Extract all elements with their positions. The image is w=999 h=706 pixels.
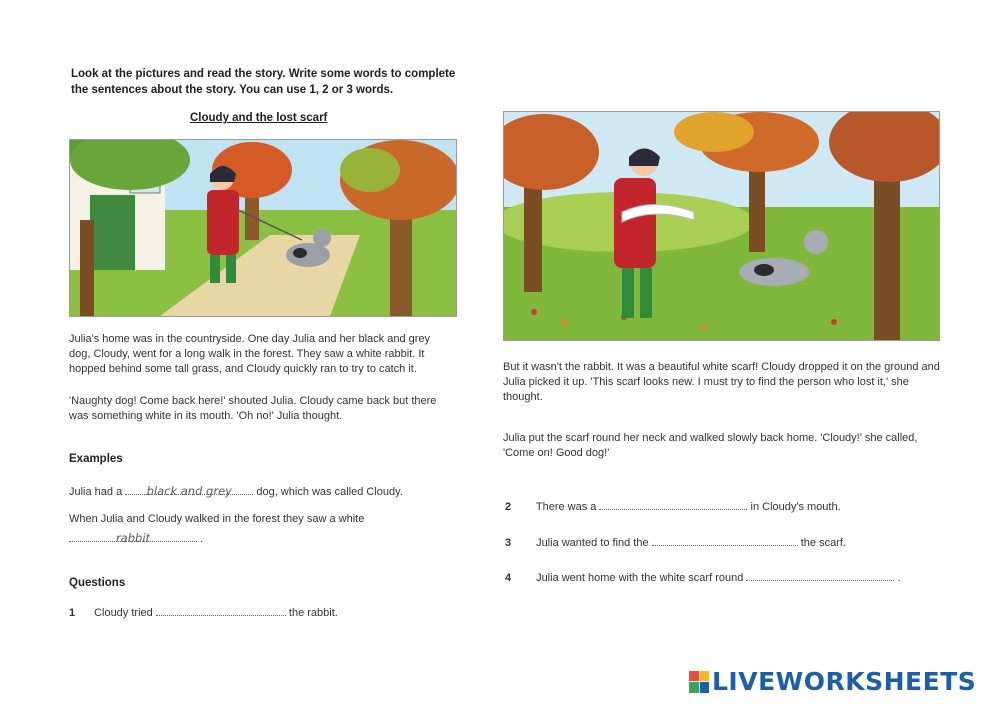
question-3-before: Julia wanted to find the bbox=[536, 537, 649, 549]
story-paragraph-3: But it wasn't the rabbit. It was a beautiful white scarf! Cloudy dropped it on the ground and Julia picked it up. 'This scarf looks new. I must try to find the person who lost it,' she thought. bbox=[503, 361, 940, 403]
example-1 bbox=[69, 484, 403, 498]
question-2-number: 2 bbox=[505, 501, 512, 513]
walk-scene-image bbox=[70, 140, 456, 316]
question-4-after: . bbox=[897, 572, 901, 584]
example-2-text: When Julia and Cloudy walked in the forest they saw a white bbox=[69, 513, 365, 525]
liveworksheets-logo-icon bbox=[689, 671, 709, 693]
scarf-scene-image bbox=[504, 112, 939, 340]
question-1 bbox=[69, 605, 338, 619]
story-paragraph-1: Julia's home was in the countryside. One day Julia and her black and grey dog, Cloudy, went for a long walk in the forest. They saw a white rabbit. It hopped behind some tall grass, and Cloudy quickly ran to try to catch it. bbox=[69, 333, 431, 375]
story-illustration-right bbox=[503, 111, 940, 341]
question-2-after: in Cloudy's mouth. bbox=[750, 501, 841, 513]
questions-heading: Questions bbox=[69, 577, 126, 589]
question-3-answer-field[interactable] bbox=[652, 535, 798, 546]
question-1-before: Cloudy tried bbox=[94, 607, 153, 619]
story-paragraph-2: 'Naughty dog! Come back here!' shouted Julia. Cloudy came back but there was something white in its mouth. 'Oh no!' Julia thought. bbox=[69, 395, 437, 422]
question-1-answer-field[interactable] bbox=[156, 605, 286, 616]
question-4-answer-field[interactable] bbox=[746, 570, 894, 581]
example-2-answer-line bbox=[69, 531, 197, 545]
example-1-answer-line bbox=[125, 484, 253, 498]
example-1-after: dog, which was called Cloudy. bbox=[256, 486, 403, 498]
examples-heading: Examples bbox=[69, 453, 123, 465]
example-2 bbox=[69, 513, 364, 525]
question-3-number: 3 bbox=[505, 537, 512, 549]
story-illustration-left bbox=[69, 139, 457, 317]
question-2 bbox=[505, 499, 841, 513]
question-3-after: the scarf. bbox=[800, 537, 846, 549]
question-4-before: Julia went home with the white scarf round bbox=[536, 572, 744, 584]
question-2-answer-field[interactable] bbox=[599, 499, 747, 510]
example-1-before: Julia had a bbox=[69, 486, 123, 498]
story-title: Cloudy and the lost scarf bbox=[190, 112, 328, 124]
example-2-answer: rabbit bbox=[115, 531, 151, 545]
example-2-answer-row bbox=[69, 531, 203, 545]
question-4 bbox=[505, 570, 901, 584]
instructions-text: Look at the pictures and read the story. Write some words to complete the sentences about the story. You can use 1, 2 or 3 words. bbox=[71, 68, 456, 96]
question-4-number: 4 bbox=[505, 572, 512, 584]
story-paragraph-4: Julia put the scarf round her neck and walked slowly back home. 'Cloudy!' she called, 'Come on! Good dog!' bbox=[503, 432, 918, 459]
example-1-answer: black and grey bbox=[146, 484, 232, 498]
example-2-end: . bbox=[200, 533, 204, 545]
question-1-after: the rabbit. bbox=[288, 607, 338, 619]
question-2-before: There was a bbox=[535, 501, 597, 513]
question-1-number: 1 bbox=[69, 607, 76, 619]
question-3 bbox=[505, 535, 846, 549]
brand-name: LIVEWORKSHEETS bbox=[712, 667, 977, 696]
liveworksheets-brand bbox=[689, 667, 976, 696]
